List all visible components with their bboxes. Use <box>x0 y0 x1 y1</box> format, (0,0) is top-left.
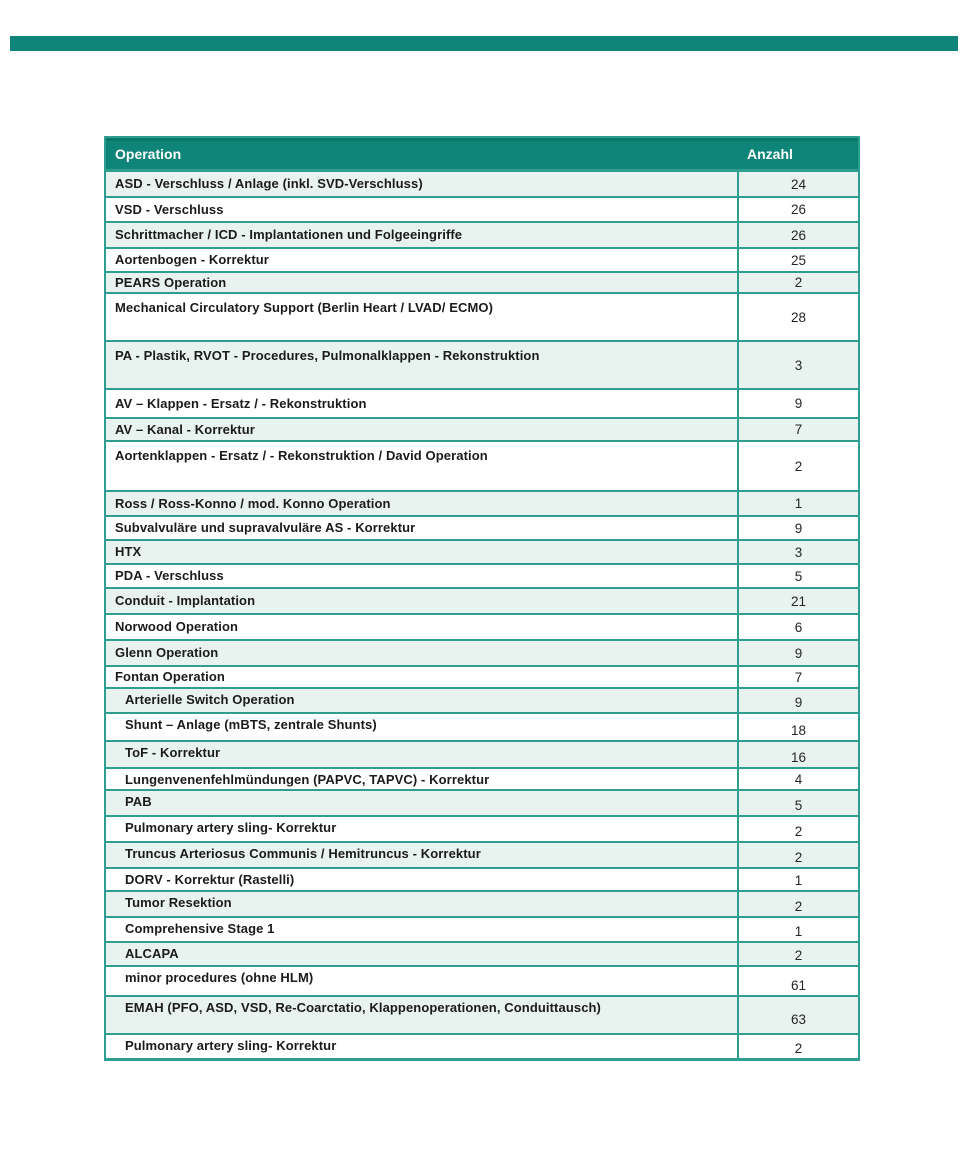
operation-name-cell: Comprehensive Stage 1 <box>125 921 275 936</box>
operation-name-cell: Fontan Operation <box>115 669 225 684</box>
operation-count-cell: 5 <box>737 791 858 815</box>
operation-count-cell: 6 <box>737 615 858 639</box>
table-row <box>106 916 858 941</box>
operation-name-cell: DORV - Korrektur (Rastelli) <box>125 872 295 887</box>
operation-count-cell: 9 <box>737 390 858 417</box>
table-header-row <box>106 138 858 170</box>
table-row <box>106 789 858 815</box>
operation-count-cell: 25 <box>737 249 858 271</box>
operation-name-cell: Schrittmacher / ICD - Implantationen und Folgeeingriffe <box>115 227 463 242</box>
table-row <box>106 388 858 417</box>
table-row <box>106 712 858 740</box>
operation-count-cell: 3 <box>737 342 858 388</box>
operation-count-cell: 61 <box>737 967 858 995</box>
operation-count-cell: 2 <box>737 943 858 965</box>
table-row <box>106 563 858 587</box>
table-row <box>106 1033 858 1058</box>
operation-name-cell: Ross / Ross-Konno / mod. Konno Operation <box>115 495 391 511</box>
operation-name-cell: Pulmonary artery sling- Korrektur <box>125 820 337 835</box>
table-row <box>106 639 858 665</box>
operation-name-cell: AV – Klappen - Ersatz / - Rekonstruktion <box>115 395 367 411</box>
table-row <box>106 196 858 221</box>
operation-name-cell: Aortenbogen - Korrektur <box>115 252 269 267</box>
operation-count-cell: 4 <box>737 769 858 789</box>
operations-table <box>104 136 860 1061</box>
operation-name-cell: Tumor Resektion <box>125 895 232 910</box>
operation-name-cell: ASD - Verschluss / Anlage (inkl. SVD-Verschluss) <box>115 176 423 191</box>
operation-name-cell: VSD - Verschluss <box>115 201 224 217</box>
operation-count-cell: 1 <box>737 492 858 515</box>
operation-name-cell: minor procedures (ohne HLM) <box>125 970 314 985</box>
operation-name-cell: Glenn Operation <box>115 645 219 660</box>
operation-count-cell: 1 <box>737 918 858 941</box>
operation-name-cell: Pulmonary artery sling- Korrektur <box>125 1038 337 1053</box>
table-row <box>106 417 858 440</box>
table-row <box>106 613 858 639</box>
operation-name-cell: PEARS Operation <box>115 274 227 290</box>
operation-name-cell: PAB <box>125 794 152 809</box>
table-row <box>106 440 858 490</box>
table-row <box>106 587 858 613</box>
operation-count-cell: 2 <box>737 442 858 490</box>
operation-count-cell: 26 <box>737 223 858 247</box>
table-row <box>106 271 858 292</box>
table-row <box>106 665 858 687</box>
table-row <box>106 515 858 539</box>
table-body <box>106 170 858 1058</box>
operation-count-cell: 63 <box>737 997 858 1033</box>
operation-count-cell: 9 <box>737 517 858 539</box>
operation-name-cell: Truncus Arteriosus Communis / Hemitruncus - Korrektur <box>125 846 481 861</box>
operation-name-cell: Aortenklappen - Ersatz / - Rekonstruktion / David Operation <box>115 448 488 463</box>
operation-count-cell: 16 <box>737 742 858 767</box>
table-row <box>106 767 858 789</box>
table-row <box>106 247 858 271</box>
table-row <box>106 867 858 890</box>
table-row <box>106 941 858 965</box>
operation-name-cell: Lungenvenenfehlmündungen (PAPVC, TAPVC) - Korrektur <box>125 772 490 787</box>
operation-count-cell: 2 <box>737 1035 858 1058</box>
operation-count-cell: 3 <box>737 541 858 563</box>
operation-count-cell: 7 <box>737 419 858 440</box>
operation-name-cell: AV – Kanal - Korrektur <box>115 421 255 437</box>
operation-name-cell: ALCAPA <box>125 946 179 961</box>
table-row <box>106 965 858 995</box>
operation-name-cell: PDA - Verschluss <box>115 568 224 583</box>
table-row <box>106 740 858 767</box>
operation-name-cell: PA - Plastik, RVOT - Procedures, Pulmonalklappen - Rekonstruktion <box>115 348 540 363</box>
operation-name-cell: Arterielle Switch Operation <box>125 692 295 707</box>
table-row <box>106 292 858 340</box>
operation-name-cell: Conduit - Implantation <box>115 593 256 608</box>
table-row <box>106 539 858 563</box>
table-row <box>106 170 858 196</box>
table-row <box>106 340 858 388</box>
table-row <box>106 490 858 515</box>
page-top-strip <box>10 36 958 51</box>
operation-count-cell: 9 <box>737 641 858 665</box>
operation-count-cell: 26 <box>737 198 858 221</box>
operation-name-cell: Shunt – Anlage (mBTS, zentrale Shunts) <box>125 717 377 732</box>
operation-count-cell: 24 <box>737 172 858 196</box>
operation-count-cell: 5 <box>737 565 858 587</box>
table-row <box>106 890 858 916</box>
operation-count-cell: 7 <box>737 667 858 687</box>
table-row <box>106 841 858 867</box>
operation-count-cell: 2 <box>737 817 858 841</box>
table-row <box>106 995 858 1033</box>
operation-name-cell: EMAH (PFO, ASD, VSD, Re-Coarctatio, Klappenoperationen, Conduittausch) <box>125 1000 601 1015</box>
operation-name-cell: HTX <box>115 544 142 559</box>
table-row <box>106 221 858 247</box>
operation-name-cell: Subvalvuläre und supravalvuläre AS - Korrektur <box>115 520 416 535</box>
operation-name-cell: Norwood Operation <box>115 619 239 634</box>
operation-count-cell: 18 <box>737 714 858 740</box>
operation-count-cell: 21 <box>737 589 858 613</box>
operation-name-cell: Mechanical Circulatory Support (Berlin Heart / LVAD/ ECMO) <box>115 300 494 315</box>
table-row <box>106 687 858 712</box>
operation-count-cell: 28 <box>737 294 858 340</box>
operation-count-cell: 9 <box>737 689 858 712</box>
column-header-anzahl: Anzahl <box>747 145 793 162</box>
table-row <box>106 815 858 841</box>
operation-count-cell: 2 <box>737 843 858 867</box>
column-header-operation: Operation <box>115 145 182 162</box>
operation-name-cell: ToF - Korrektur <box>125 745 221 760</box>
operation-count-cell: 2 <box>737 892 858 916</box>
operation-count-cell: 2 <box>737 273 858 292</box>
operation-count-cell: 1 <box>737 869 858 890</box>
